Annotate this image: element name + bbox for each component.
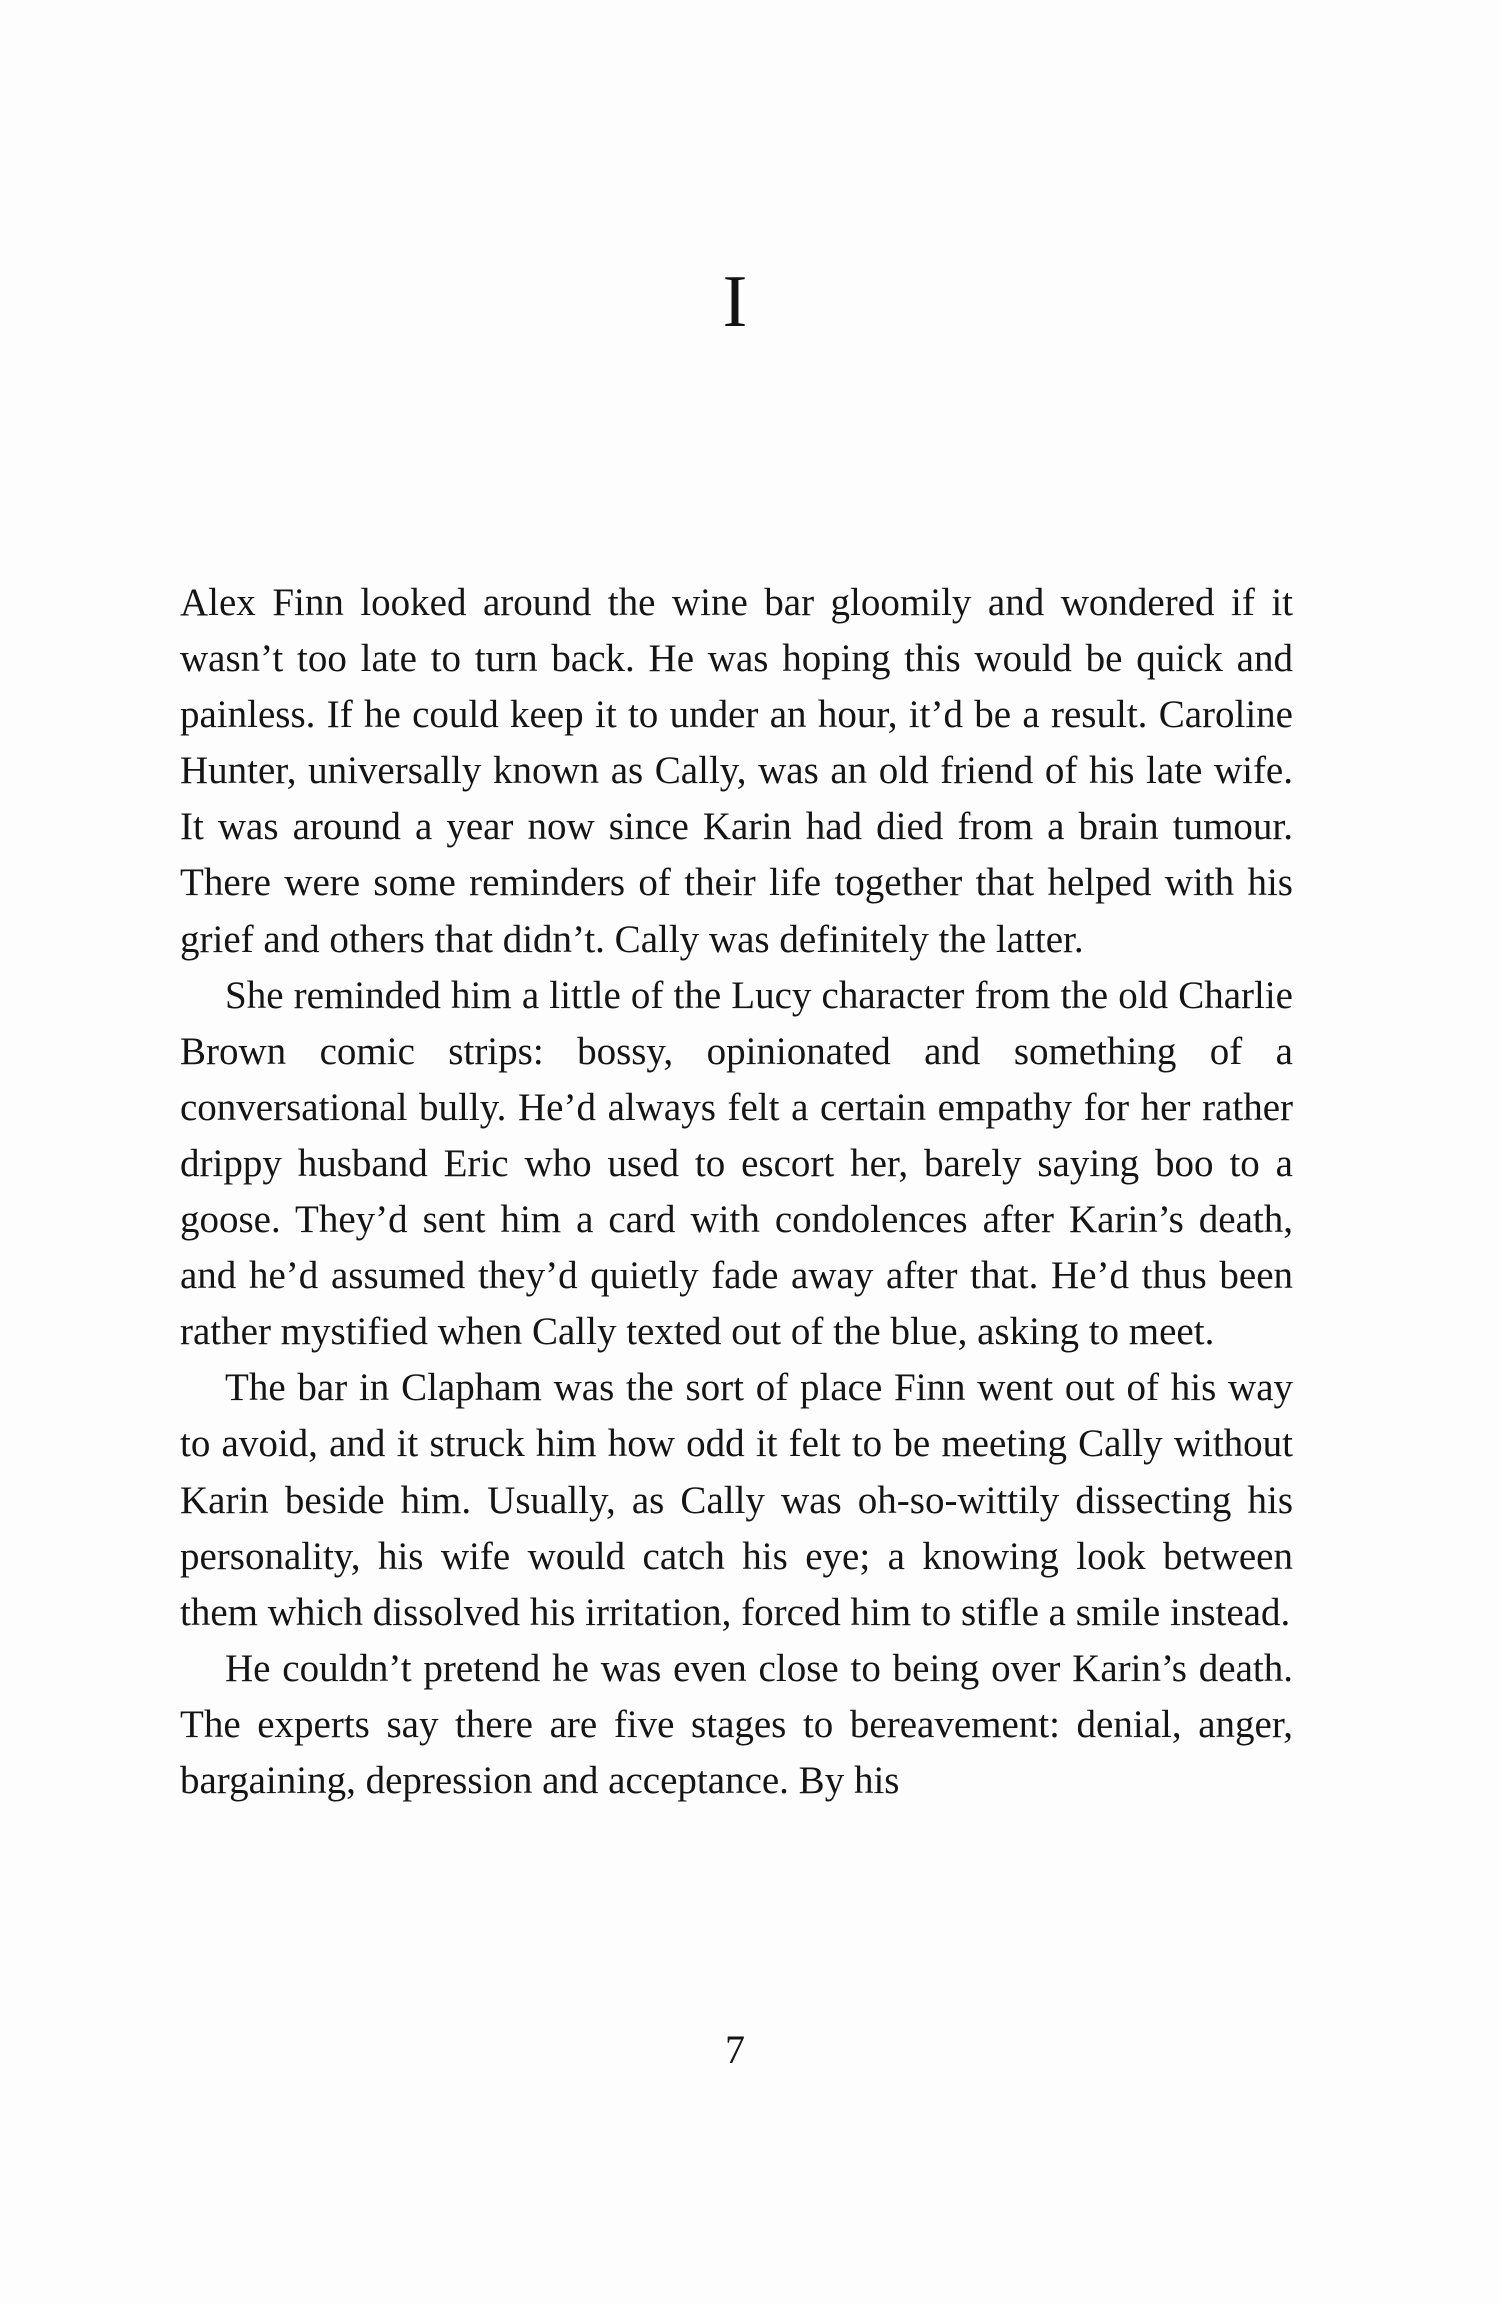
chapter-number: I	[722, 261, 748, 343]
body-text	[180, 575, 1293, 1809]
paragraph-2: She reminded him a little of the Lucy character from the old Charlie Brown comic strips: bossy, opinionated and something of a conversational bully. He’d always felt a certain empathy for her rather drippy husband Eric who used to escort her, barely saying boo to a goose. They’d sent him a card with condolences after Karin’s death, and he’d assumed they’d quietly fade away after that. He’d thus been rather mystified when Cally texted out of the blue, asking to meet.	[180, 973, 1293, 1354]
paragraph-4: He couldn’t pretend he was even close to being over Karin’s death. The experts say there are five stages to bereavement: denial, anger, bargaining, depression and acceptance. By his	[180, 1646, 1293, 1802]
paragraph-1: Alex Finn looked around the wine bar gloomily and wondered if it wasn’t too late to turn back. He was hoping this would be quick and painless. If he could keep it to under an hour, it’d be a result. Caroline Hunter, universally known as Cally, was an old friend of his late wife. It was around a year now since Karin had died from a brain tumour. There were some reminders of their life together that helped with his grief and others that didn’t. Cally was definitely the latter.	[180, 581, 1293, 961]
page-number: 7	[725, 2027, 745, 2072]
paragraph-3: The bar in Clapham was the sort of place Finn went out of his way to avoid, and it struck him how odd it felt to be meeting Cally without Karin beside him. Usually, as Cally was oh-so-wittily dissecting his personality, his wife would catch his eye; a knowing look between them which dissolved his irritation, forced him to stifle a smile instead.	[180, 1366, 1293, 1634]
